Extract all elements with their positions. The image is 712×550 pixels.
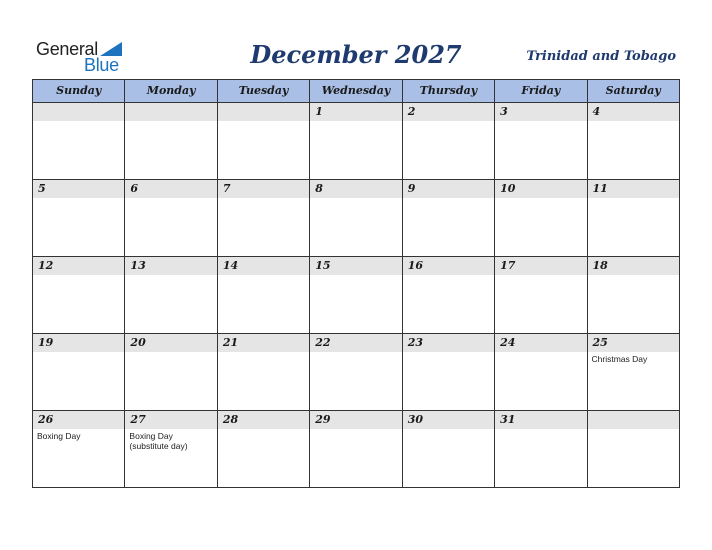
day-number: 16 <box>403 257 494 275</box>
day-number: 11 <box>588 180 679 198</box>
day-cell[interactable] <box>125 180 217 257</box>
day-number: 9 <box>403 180 494 198</box>
day-number: 3 <box>495 103 586 121</box>
week-row <box>33 180 680 257</box>
day-number: 30 <box>403 411 494 429</box>
day-number: 19 <box>33 334 124 352</box>
day-cell[interactable] <box>33 103 125 180</box>
day-cell[interactable] <box>218 180 310 257</box>
day-number: 13 <box>125 257 216 275</box>
day-number: 6 <box>125 180 216 198</box>
day-number: 1 <box>310 103 401 121</box>
country-label: Trinidad and Tobago <box>526 49 676 64</box>
day-number: 5 <box>33 180 124 198</box>
day-cell[interactable] <box>125 334 217 411</box>
week-row <box>33 103 680 180</box>
day-number: 15 <box>310 257 401 275</box>
day-number <box>588 411 679 429</box>
day-cell[interactable] <box>495 334 587 411</box>
holiday-label: Boxing Day <box>37 431 81 441</box>
day-cell[interactable] <box>125 257 217 334</box>
day-cell[interactable] <box>495 103 587 180</box>
day-number: 20 <box>125 334 216 352</box>
day-number: 28 <box>218 411 309 429</box>
day-number: 27 <box>125 411 216 429</box>
day-cell[interactable] <box>310 257 402 334</box>
calendar-grid <box>32 79 680 488</box>
day-cell[interactable] <box>403 103 495 180</box>
day-number: 4 <box>588 103 679 121</box>
day-cell[interactable] <box>588 334 680 411</box>
day-cell[interactable] <box>33 180 125 257</box>
logo-triangle-icon <box>100 42 122 56</box>
day-number <box>125 103 216 121</box>
logo-text-blue: Blue <box>84 55 119 75</box>
weekday-header-tuesday: Tuesday <box>218 80 310 103</box>
day-number: 10 <box>495 180 586 198</box>
day-cell[interactable] <box>33 257 125 334</box>
week-row <box>33 411 680 488</box>
day-number: 18 <box>588 257 679 275</box>
weekday-header-thursday: Thursday <box>403 80 495 103</box>
day-cell[interactable] <box>588 103 680 180</box>
day-cell[interactable] <box>403 257 495 334</box>
weekday-header-sunday: Sunday <box>33 80 125 103</box>
day-number: 25 <box>588 334 679 352</box>
day-number: 12 <box>33 257 124 275</box>
day-number: 23 <box>403 334 494 352</box>
day-cell[interactable] <box>403 411 495 488</box>
weekday-header-monday: Monday <box>125 80 217 103</box>
day-cell[interactable] <box>125 103 217 180</box>
day-cell[interactable] <box>218 334 310 411</box>
generalblue-logo[interactable] <box>36 39 128 73</box>
day-number: 31 <box>495 411 586 429</box>
day-number: 26 <box>33 411 124 429</box>
day-number: 21 <box>218 334 309 352</box>
day-cell[interactable] <box>588 257 680 334</box>
day-cell[interactable] <box>588 411 680 488</box>
day-cell[interactable] <box>218 103 310 180</box>
day-cell[interactable] <box>310 103 402 180</box>
calendar-title: December 2027 <box>250 40 462 69</box>
week-row <box>33 257 680 334</box>
day-number: 29 <box>310 411 401 429</box>
day-number <box>33 103 124 121</box>
day-cell[interactable] <box>403 334 495 411</box>
day-cell[interactable] <box>310 180 402 257</box>
day-number: 7 <box>218 180 309 198</box>
day-number: 8 <box>310 180 401 198</box>
day-cell[interactable] <box>33 334 125 411</box>
day-cell[interactable] <box>495 180 587 257</box>
day-cell[interactable] <box>403 180 495 257</box>
weekday-header-friday: Friday <box>495 80 587 103</box>
day-number <box>218 103 309 121</box>
holiday-label: Boxing Day (substitute day) <box>129 431 188 451</box>
weekday-header-saturday: Saturday <box>588 80 680 103</box>
day-cell[interactable] <box>218 411 310 488</box>
weekday-header-row <box>33 80 680 103</box>
day-number: 24 <box>495 334 586 352</box>
day-cell[interactable] <box>588 180 680 257</box>
day-cell[interactable] <box>33 411 125 488</box>
day-number: 22 <box>310 334 401 352</box>
day-number: 2 <box>403 103 494 121</box>
weekday-header-wednesday: Wednesday <box>310 80 402 103</box>
day-cell[interactable] <box>495 411 587 488</box>
day-cell[interactable] <box>310 334 402 411</box>
day-cell[interactable] <box>495 257 587 334</box>
holiday-label: Christmas Day <box>591 354 648 364</box>
logo-text-general: General <box>36 39 98 59</box>
day-number: 17 <box>495 257 586 275</box>
day-number: 14 <box>218 257 309 275</box>
day-cell[interactable] <box>218 257 310 334</box>
day-cell[interactable] <box>125 411 217 488</box>
week-row <box>33 334 680 411</box>
day-cell[interactable] <box>310 411 402 488</box>
